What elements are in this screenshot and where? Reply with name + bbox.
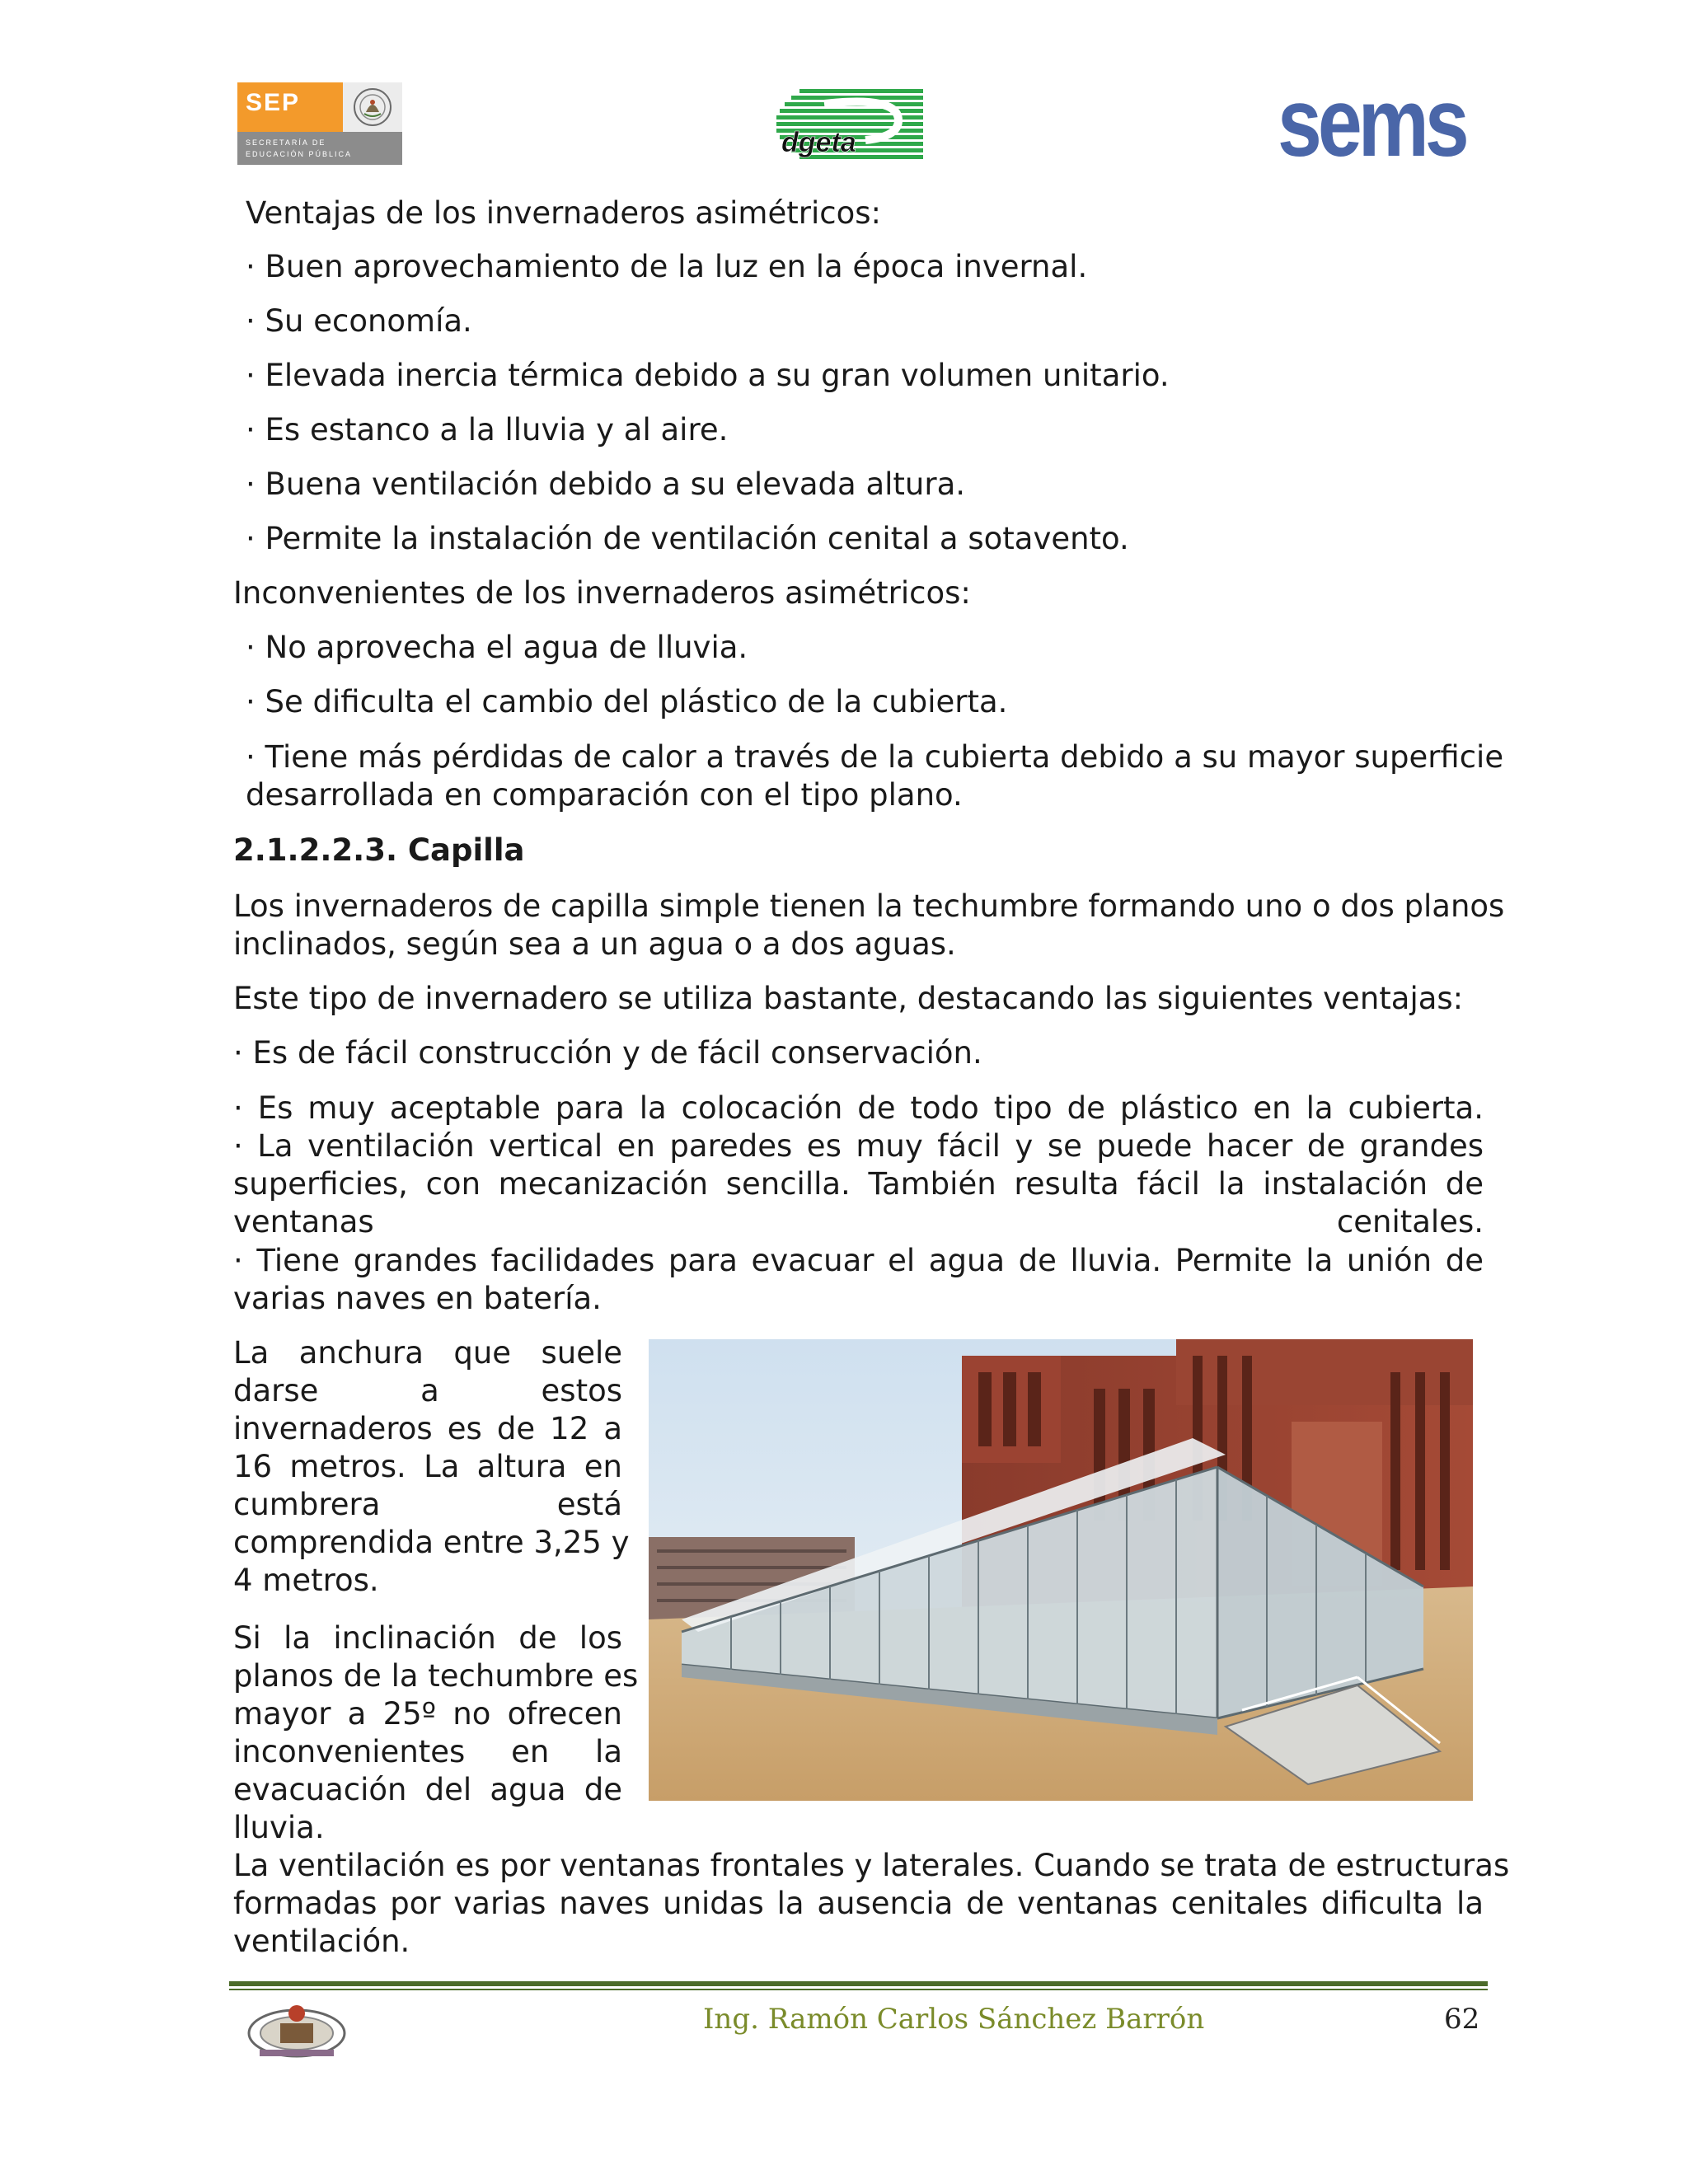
capilla-item: · Tiene grandes facilidades para evacuar el agua de lluvia. Permite la unión de — [233, 1243, 1484, 1278]
side-paragraph-line: darse a estos — [233, 1373, 622, 1408]
sep-logo-subtitle-1: SECRETARÍA DE — [246, 138, 326, 147]
side-paragraph-line: inconvenientes en la — [233, 1734, 622, 1769]
school-emblem-icon — [243, 1999, 350, 2064]
sems-logo-text: sems — [1278, 68, 1465, 177]
inconvenientes-item-continuation: desarrollada en comparación con el tipo plano. — [246, 777, 963, 813]
ventajas-item: · Elevada inercia térmica debido a su gran volumen unitario. — [246, 358, 1170, 393]
ventajas-item: · Su economía. — [246, 303, 472, 339]
inconvenientes-item: · Se dificulta el cambio del plástico de la cubierta. — [246, 684, 1008, 719]
sep-logo — [237, 82, 402, 165]
capilla-item: · La ventilación vertical en paredes es muy fácil y se puede hacer de grandes — [233, 1128, 1484, 1164]
sep-logo-subtitle-2: EDUCACIÓN PÚBLICA — [246, 150, 353, 158]
footer-divider — [229, 1981, 1488, 1986]
side-paragraph-line: cumbrera está — [233, 1487, 622, 1522]
ventajas-title: Ventajas de los invernaderos asimétricos: — [246, 195, 881, 231]
ventajas-item: · Es estanco a la lluvia y al aire. — [246, 412, 729, 448]
side-paragraph-line: Si la inclinación de los — [233, 1620, 622, 1656]
capilla-item-continuation: superficies, con mecanización sencilla. También resulta fácil la instalación de — [233, 1166, 1484, 1202]
ventajas-item: · Permite la instalación de ventilación cenital a sotavento. — [246, 521, 1129, 556]
capilla-item: · Es de fácil construcción y de fácil conservación. — [233, 1035, 982, 1071]
dgeta-logo — [775, 87, 928, 162]
side-paragraph-line: mayor a 25º no ofrecen — [233, 1696, 622, 1732]
footer-author: Ing. Ramón Carlos Sánchez Barrón — [703, 2003, 1205, 2036]
capilla-item-continuation: varias naves en batería. — [233, 1281, 602, 1316]
mexico-seal-icon — [343, 82, 402, 132]
inconvenientes-item: · No aprovecha el agua de lluvia. — [246, 630, 748, 665]
ventajas-item: · Buena ventilación debido a su elevada altura. — [246, 466, 966, 502]
sep-logo-text: SEP — [246, 89, 301, 116]
footer-divider-thin — [229, 1989, 1488, 1990]
greenhouse-photo — [649, 1339, 1473, 1801]
paragraph-line: ventilación. — [233, 1924, 410, 1959]
side-paragraph-line: evacuación del agua de — [233, 1772, 622, 1807]
section-heading: 2.1.2.2.3. Capilla — [233, 832, 525, 868]
paragraph-line: inclinados, según sea a un agua o a dos aguas. — [233, 926, 956, 962]
side-paragraph-line: La anchura que suele — [233, 1335, 622, 1371]
inconvenientes-title: Inconvenientes de los invernaderos asimétricos: — [233, 575, 971, 611]
paragraph-line: La ventilación es por ventanas frontales y laterales. Cuando se trata de estructuras — [233, 1848, 1510, 1883]
capilla-item-continuation: ventanas cenitales. — [233, 1204, 1484, 1240]
side-paragraph-line: planos de la techumbre es — [233, 1658, 639, 1694]
side-paragraph-line: 16 metros. La altura en — [233, 1449, 622, 1484]
paragraph: Este tipo de invernadero se utiliza bastante, destacando las siguientes ventajas: — [233, 981, 1464, 1016]
page-number: 62 — [1444, 2003, 1480, 2036]
side-paragraph-line: 4 metros. — [233, 1563, 379, 1598]
paragraph-line: Los invernaderos de capilla simple tienen la techumbre formando uno o dos planos — [233, 888, 1505, 924]
paragraph-line: formadas por varias naves unidas la ausencia de ventanas cenitales dificulta la — [233, 1886, 1484, 1921]
side-paragraph-line: lluvia. — [233, 1810, 325, 1845]
capilla-item: · Es muy aceptable para la colocación de todo tipo de plástico en la cubierta. — [233, 1090, 1484, 1126]
sems-logo — [1278, 68, 1465, 177]
side-paragraph-line: comprendida entre 3,25 y — [233, 1525, 630, 1560]
dgeta-logo-text: dgeta — [781, 127, 856, 158]
inconvenientes-item: · Tiene más pérdidas de calor a través de la cubierta debido a su mayor superficie — [246, 739, 1504, 775]
ventajas-item: · Buen aprovechamiento de la luz en la época invernal. — [246, 249, 1088, 284]
side-paragraph-line: invernaderos es de 12 a — [233, 1411, 622, 1446]
